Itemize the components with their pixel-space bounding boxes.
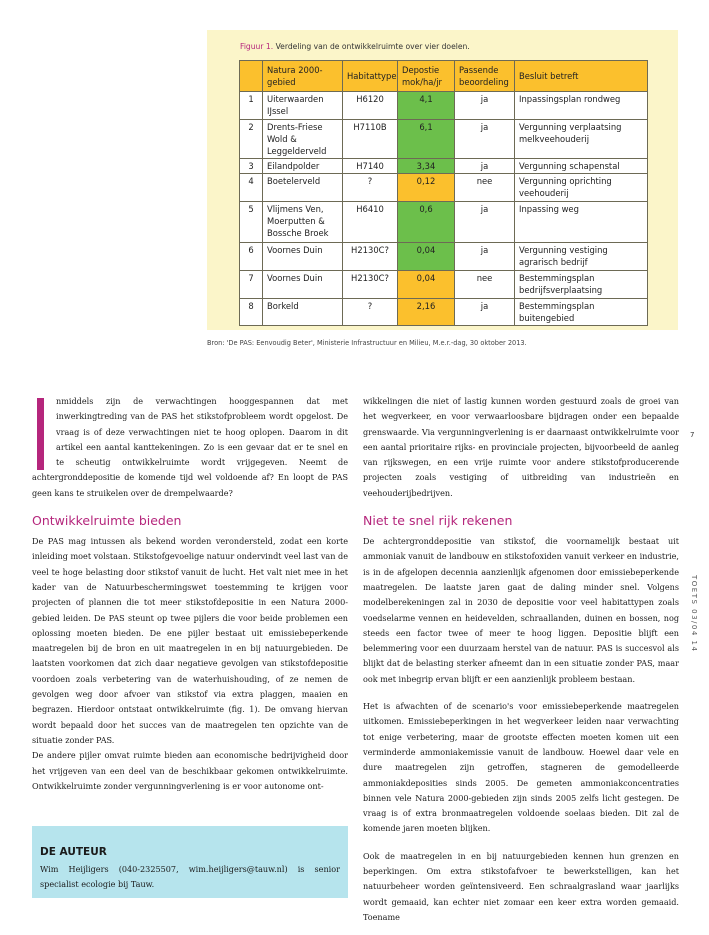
cell-passend: ja	[455, 120, 515, 159]
cell-habitat: ?	[343, 174, 398, 202]
table-header-row	[240, 61, 648, 92]
cell-gebied: Borkeld	[263, 299, 343, 326]
cell-gebied: Vlijmens Ven, Moerputten & Bossche Broek	[263, 202, 343, 243]
author-body: Wim Heijligers (040-2325507, wim.heijligers@tauw.nl) is senior specialist ecologie bij Tauw.	[40, 864, 340, 889]
cell-nr: 7	[240, 271, 263, 299]
figure-caption	[240, 42, 470, 51]
paragraph: De PAS mag intussen als bekend worden verondersteld, zodat een korte inleiding moet volstaan. Stikstofgevoelige natuur ondervindt veel last van de veel te hoge belasting door stikstof vanuit de lucht. Het valt niet mee in het kader van de Natuurbeschermingswet toestemming te krijgen voor projecten of plannen die tot meer stikstofdepositie in een Natura 2000-gebied leiden. De PAS steunt op twee pijlers die voor beide problemen een oplossing moeten bieden. De ene pijler bestaat uit emissiebeperkende maatregelen bij de bron en uit maatregelen in en bij natuurgebieden. De laatsten voorkomen dat zich daar negatieve gevolgen van stikstofdepositie voordoen zoals verbetering van de waterhuishouding, of ze nemen de gevolgen weg door afvoer van stikstof via extra plaggen, maaien en begrazen. Hierdoor ontstaat ontwikkelruimte (fig. 1). De omvang hiervan wordt bepaald door het succes van de maatregelen ten opzichte van de situatie zonder PAS.	[32, 536, 348, 745]
paragraph: wikkelingen die niet of lastig kunnen worden gestuurd zoals de groei van het wegverkeer, en voor verwaarloosbare bijdragen onder een bepaalde grenswaarde. Via vergunningverlening is er daarnaast ontwikkelruimte voor een aantal prioritaire rijks- en provinciale projecten, bijvoorbeeld de aanleg van rijkswegen, en een vrije ruimte voor andere stikstofproducerende projecten zoals vestiging of uitbreiding van industrieën en veehouderijbedrijven.	[363, 396, 679, 498]
author-box	[32, 826, 348, 898]
table-row	[240, 92, 648, 120]
table-row	[240, 202, 648, 243]
header-besluit: Besluit betreft	[515, 61, 648, 92]
paragraph: Het is afwachten of de scenario's voor emissiebeperkende maatregelen uitkomen. Emissiebeperkingen in het wegverkeer leiden naar verwachting tot enige verbetering, maar de grootste effecten moeten komen uit een verminderde ammoniakemissie vanuit de landbouw. Hoewel daar vele en dure maatregelen zijn getroffen, stagneren de gemodelleerde ammoniakdeposities sinds 2005. De gemeten ammoniakconcentraties binnen vele Natura 2000-gebieden zijn sinds 2005 zelfs licht gestegen. De vraag is of extra bronmaatregelen voldoende soelaas bieden. Dit zal de komende jaren moeten blijken.	[363, 701, 679, 834]
right-column	[363, 394, 679, 925]
table-row	[240, 159, 648, 174]
heading-ontwikkelruimte: Ontwikkelruimte bieden	[32, 513, 182, 529]
cell-besluit: Vergunning oprichting veehouderij	[515, 174, 648, 202]
header-gebied: Natura 2000-gebied	[263, 61, 343, 92]
page-number: 7	[690, 431, 695, 439]
cell-nr: 2	[240, 120, 263, 159]
cell-habitat: H6120	[343, 92, 398, 120]
cell-passend: nee	[455, 174, 515, 202]
cell-gebied: Voornes Duin	[263, 271, 343, 299]
cell-besluit: Vergunning vestiging agrarisch bedrijf	[515, 243, 648, 271]
cell-besluit: Bestemmingsplan buitengebied	[515, 299, 648, 326]
development-space-table	[239, 60, 648, 326]
paragraph: Ook de maatregelen in en bij natuurgebieden kennen hun grenzen en beperkingen. Om extra stikstofafvoer te bewerkstelligen, kan het natuurbeheer worden geïntensiveerd. Een schraalgrasland waar jaarlijks wordt gemaaid, kan echter niet zomaar een keer extra worden gemaaid. Toename	[363, 850, 679, 922]
dropcap-initial	[37, 398, 44, 470]
cell-habitat: H6410	[343, 202, 398, 243]
cell-gebied: Uiterwaarden IJssel	[263, 92, 343, 120]
cell-gebied: Drents-Friese Wold & Leggelderveld	[263, 120, 343, 159]
header-nr	[240, 61, 263, 92]
cell-besluit: Inpassing weg	[515, 202, 648, 243]
cell-depositie: 0,6	[398, 202, 455, 243]
cell-depositie: 3,34	[398, 159, 455, 174]
cell-gebied: Eilandpolder	[263, 159, 343, 174]
cell-gebied: Voornes Duin	[263, 243, 343, 271]
cell-habitat: H2130C?	[343, 243, 398, 271]
running-header: TOETS 03/04 14	[690, 575, 698, 653]
figure-label: Figuur 1.	[240, 42, 274, 51]
cell-nr: 6	[240, 243, 263, 271]
figure-title: Verdeling van de ontwikkelruimte over vier doelen.	[275, 42, 470, 51]
cell-nr: 5	[240, 202, 263, 243]
table-row	[240, 271, 648, 299]
cell-habitat: H7110B	[343, 120, 398, 159]
cell-nr: 4	[240, 174, 263, 202]
header-depositie: Depostie mok/ha/jr	[398, 61, 455, 92]
cell-depositie: 6,1	[398, 120, 455, 159]
cell-passend: ja	[455, 243, 515, 271]
cell-besluit: Inpassingsplan rondweg	[515, 92, 648, 120]
cell-depositie: 0,12	[398, 174, 455, 202]
cell-depositie: 2,16	[398, 299, 455, 326]
table-row	[240, 243, 648, 271]
cell-passend: nee	[455, 271, 515, 299]
cell-passend: ja	[455, 202, 515, 243]
cell-passend: ja	[455, 299, 515, 326]
intro-paragraph: nmiddels zijn de verwachtingen hooggespannen dat met inwerkingtreding van de PAS het stikstofprobleem wordt opgelost. De vraag is of deze verwachtingen niet te hoog oplopen. Daarom in dit artikel een aantal kanttekeningen. Zo is een gevaar dat er te snel en te scheutig ontwikkelruimte wordt vrijgegeven. Neemt de achtergronddepositie de komende tijd wel voldoende af? En loopt de PAS geen kans te struikelen over de drempelwaarde?	[32, 396, 348, 498]
cell-besluit: Bestemmingsplan bedrijfsverplaatsing	[515, 271, 648, 299]
cell-habitat: H2130C?	[343, 271, 398, 299]
left-column	[32, 394, 348, 794]
header-habitat: Habitattype	[343, 61, 398, 92]
table-row	[240, 120, 648, 159]
table-row	[240, 174, 648, 202]
cell-besluit: Vergunning schapenstal	[515, 159, 648, 174]
cell-gebied: Boetelerveld	[263, 174, 343, 202]
cell-passend: ja	[455, 92, 515, 120]
paragraph: De andere pijler omvat ruimte bieden aan economische bedrijvigheid door het vrijgeven van een deel van de beschikbaar gekomen ontwikkelruimte. Ontwikkelruimte zonder vergunningverlening is er voor autonome ont-	[32, 750, 348, 791]
cell-depositie: 0,04	[398, 271, 455, 299]
paragraph: De achtergronddepositie van stikstof, die voornamelijk bestaat uit ammoniak vanuit de landbouw en stikstofoxiden vanuit verkeer en industrie, is in de afgelopen decennia aanzienlijk afgenomen door emissiebeperkende maatregelen. De laatste jaren gaat de daling minder snel. Volgens modelberekeningen zal in 2030 de depositie voor veel habitattypen zoals voedselarme vennen en heidevelden, schraallanden, duinen en bossen, nog steeds een factor twee of meer te hoog liggen. Depositie blijft een belemmering voor een duurzaam herstel van de natuur. PAS is succesvol als blijkt dat de belasting sterker afneemt dan in een situatie zonder PAS, maar ook met inbegrip ervan blijft er een aanzienlijk probleem bestaan.	[363, 536, 679, 684]
heading-niet-te-snel: Niet te snel rijk rekenen	[363, 513, 513, 529]
cell-habitat: ?	[343, 299, 398, 326]
author-title: DE AUTEUR	[40, 846, 107, 858]
cell-besluit: Vergunning verplaatsing melkveehouderij	[515, 120, 648, 159]
cell-passend: ja	[455, 159, 515, 174]
cell-nr: 8	[240, 299, 263, 326]
figure-source: Bron: 'De PAS: Eenvoudig Beter', Ministerie Infrastructuur en Milieu, M.e.r.-dag, 30 oktober 2013.	[207, 339, 527, 347]
table-row	[240, 299, 648, 326]
cell-nr: 1	[240, 92, 263, 120]
cell-depositie: 4,1	[398, 92, 455, 120]
cell-depositie: 0,04	[398, 243, 455, 271]
header-passend: Passende beoordeling	[455, 61, 515, 92]
cell-nr: 3	[240, 159, 263, 174]
cell-habitat: H7140	[343, 159, 398, 174]
